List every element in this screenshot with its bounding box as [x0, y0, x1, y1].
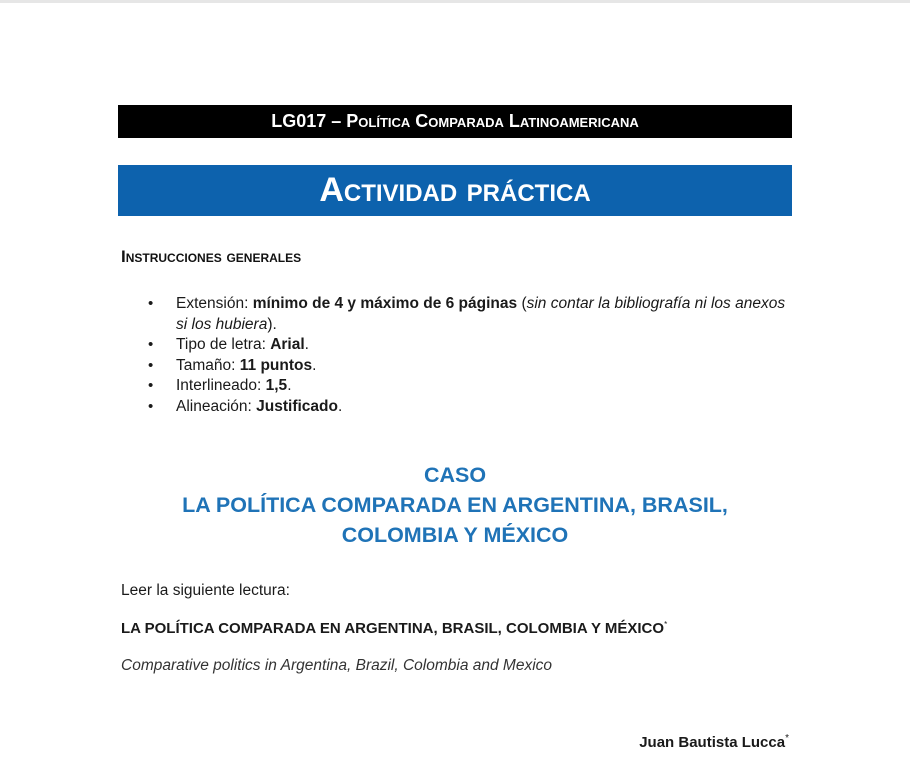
footnote-mark: * [664, 620, 668, 629]
item-end: . [304, 336, 309, 353]
course-code: LG017 [271, 111, 327, 131]
case-title-line-1: LA POLÍTICA COMPARADA EN ARGENTINA, BRASIL, [182, 493, 728, 517]
author-footnote-mark: * [785, 733, 789, 744]
list-item [176, 294, 792, 335]
case-label: CASO [423, 463, 487, 487]
list-item [176, 376, 792, 397]
author [639, 733, 789, 751]
item-label: Alineación: [176, 397, 257, 415]
instructions-heading: Instrucciones generales [121, 247, 302, 266]
item-value: mínimo de 4 y máximo de 6 páginas [252, 295, 518, 312]
case-title-line-2: COLOMBIA Y MÉXICO [341, 523, 569, 547]
item-note: sin contar la bibliografía ni los anexos si los hubiera [176, 295, 786, 333]
list-item [176, 335, 792, 356]
instructions-list [118, 294, 792, 417]
item-end: . [312, 356, 317, 374]
course-name: Política Comparada Latinoamericana [346, 111, 639, 131]
course-header-bar [118, 105, 792, 138]
reading-title-text: LA POLÍTICA COMPARADA EN ARGENTINA, BRASIL, COLOMBIA Y MÉXICO [121, 620, 665, 637]
item-label: Extensión: [176, 295, 253, 312]
item-end: ). [267, 315, 277, 333]
activity-title: Actividad práctica [319, 171, 591, 209]
item-note-open: ( [517, 295, 527, 312]
item-label: Tamaño: [176, 356, 240, 374]
item-label: Interlineado: [176, 377, 266, 394]
item-value: Arial [270, 336, 305, 353]
top-divider [0, 0, 910, 3]
item-value: 11 puntos [239, 356, 313, 374]
list-item [176, 397, 792, 418]
item-end: . [337, 397, 343, 415]
item-end: . [287, 377, 292, 394]
item-value: Justificado [256, 397, 338, 415]
item-value: 1,5 [265, 377, 288, 394]
course-separator: – [331, 111, 342, 131]
activity-title-banner [118, 165, 792, 216]
case-title [118, 460, 792, 550]
reading-subtitle-en: Comparative politics in Argentina, Brazil, Colombia and Mexico [121, 657, 553, 674]
reading-intro: Leer la siguiente lectura: [121, 582, 290, 599]
author-name: Juan Bautista Lucca [639, 734, 786, 751]
item-label: Tipo de letra: [176, 336, 271, 353]
reading-title [121, 620, 667, 637]
list-item [176, 356, 792, 377]
